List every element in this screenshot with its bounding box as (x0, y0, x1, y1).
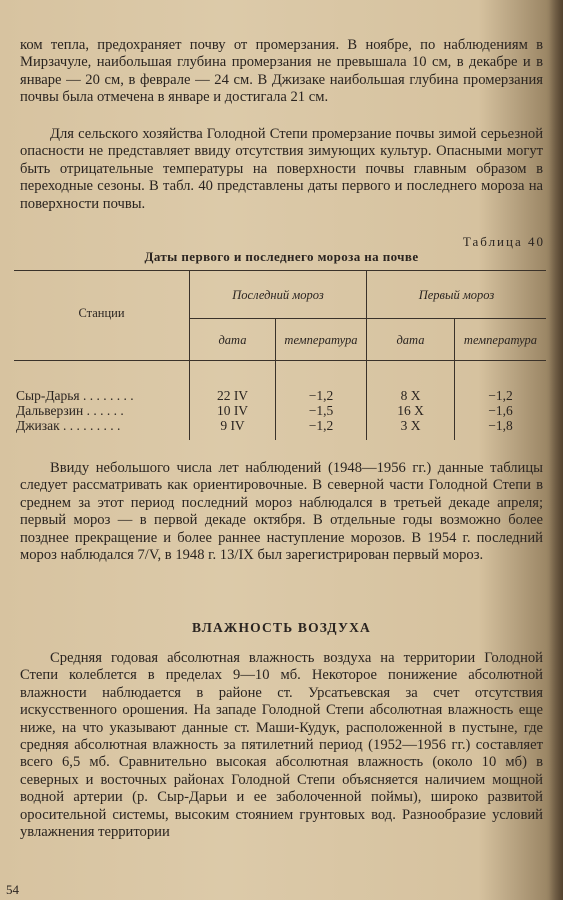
cell-last-temp: −1,2 (308, 388, 334, 403)
cell-last-date: 10 IV (216, 403, 249, 418)
page-spine-shadow (549, 0, 563, 900)
paragraph-soil-freezing: ком тепла, предохраняет почву от промерзания. В ноябре, по наблюдениям в Мирзачуле, наибольшая глубина промерзания не превышала 10 см, в декабре и в январе — 20 см, в феврале — 24 см. В Джизаке наибольшая глубина промерзания почвы была отмечена в январе и достигала 21 см. (20, 37, 543, 106)
header-last-frost: Последний мороз (232, 288, 324, 302)
cell-first-date: 3 X (400, 418, 421, 433)
cell-last-date: 22 IV (216, 388, 249, 403)
cell-first-temp: −1,8 (488, 418, 513, 433)
header-last-temp: температура (284, 333, 358, 347)
header-first-date: дата (396, 333, 425, 347)
cell-last-temp: −1,5 (308, 403, 334, 418)
header-first-temp: температура (463, 333, 538, 347)
table-row-station: Сыр-Дарья . . . . . . . . (16, 388, 134, 403)
section-heading: ВЛАЖНОСТЬ ВОЗДУХА (192, 620, 371, 635)
header-last-date: дата (218, 333, 247, 347)
paragraph-observation-notes: Ввиду небольшого числа лет наблюдений (1948—1956 гг.) данные таблицы следует рассматривать как ориентировочные. В северной части Голодной Степи в среднем за этот период последний мороз наблюдался в третьей декаде апреля; первый мороз — в первой декаде октября. В отдельные годы возможно более позднее прекращение и более раннее наступление морозов. В 1954 г. последний мороз наблюдался 7/V, в 1948 г. 13/IX был зарегистрирован первый мороз. (20, 460, 543, 564)
header-stations: Станции (78, 306, 125, 320)
table-group-rule (189, 318, 546, 319)
table-top-rule (14, 270, 546, 271)
cell-first-date: 16 X (397, 403, 424, 418)
paragraph-agriculture: Для сельского хозяйства Голодной Степи промерзание почвы зимой серьезной опасности не представляет ввиду отсутствия зимующих культур. Опасными могут быть отрицательные температуры на поверхности почвы главным образом в переходные сезоны. В табл. 40 представлены даты первого и последнего мороза на поверхности почвы. (20, 126, 543, 212)
header-first-frost: Первый мороз (418, 288, 495, 302)
table-number-label: Таблица 40 (462, 234, 545, 249)
cell-first-date: 8 X (400, 388, 421, 403)
table-title: Даты первого и последнего мороза на почве (144, 249, 419, 264)
cell-first-temp: −1,2 (488, 388, 513, 403)
page-number: 54 (6, 882, 19, 897)
table-header-rule (14, 360, 546, 361)
frost-dates-table (14, 270, 546, 440)
table-row-station: Джизак . . . . . . . . . (16, 418, 121, 433)
paragraph-air-humidity: Средняя годовая абсолютная влажность воздуха на территории Голодной Степи колеблется в пределах 9—10 мб. Некоторое понижение абсолютной влажности наблюдается в районе ст. Урсатьевская за счет отсутствия искусственного орошения. На западе Голодной Степи абсолютная влажность еще ниже, на что указывают данные ст. Маши-Кудук, расположенной в пустыне, где средняя абсолютная влажность за пятилетний период (1952—1956 гг.) составляет всего 6,5 мб. Сравнительно высокая абсолютная влажность (около 10 мб) в северных и восточных районах Голодной Степи объясняется наличием мощной водной артерии (р. Сыр-Дарьи и ее заболоченной поймы), широко развитой оросительной системы, высоким стоянием грунтовых вод. Разнообразие условий увлажнения территории (20, 650, 543, 841)
cell-last-temp: −1,2 (308, 418, 334, 433)
cell-first-temp: −1,6 (488, 403, 513, 418)
cell-last-date: 9 IV (220, 418, 245, 433)
table-row-station: Дальверзин . . . . . . (16, 403, 124, 418)
